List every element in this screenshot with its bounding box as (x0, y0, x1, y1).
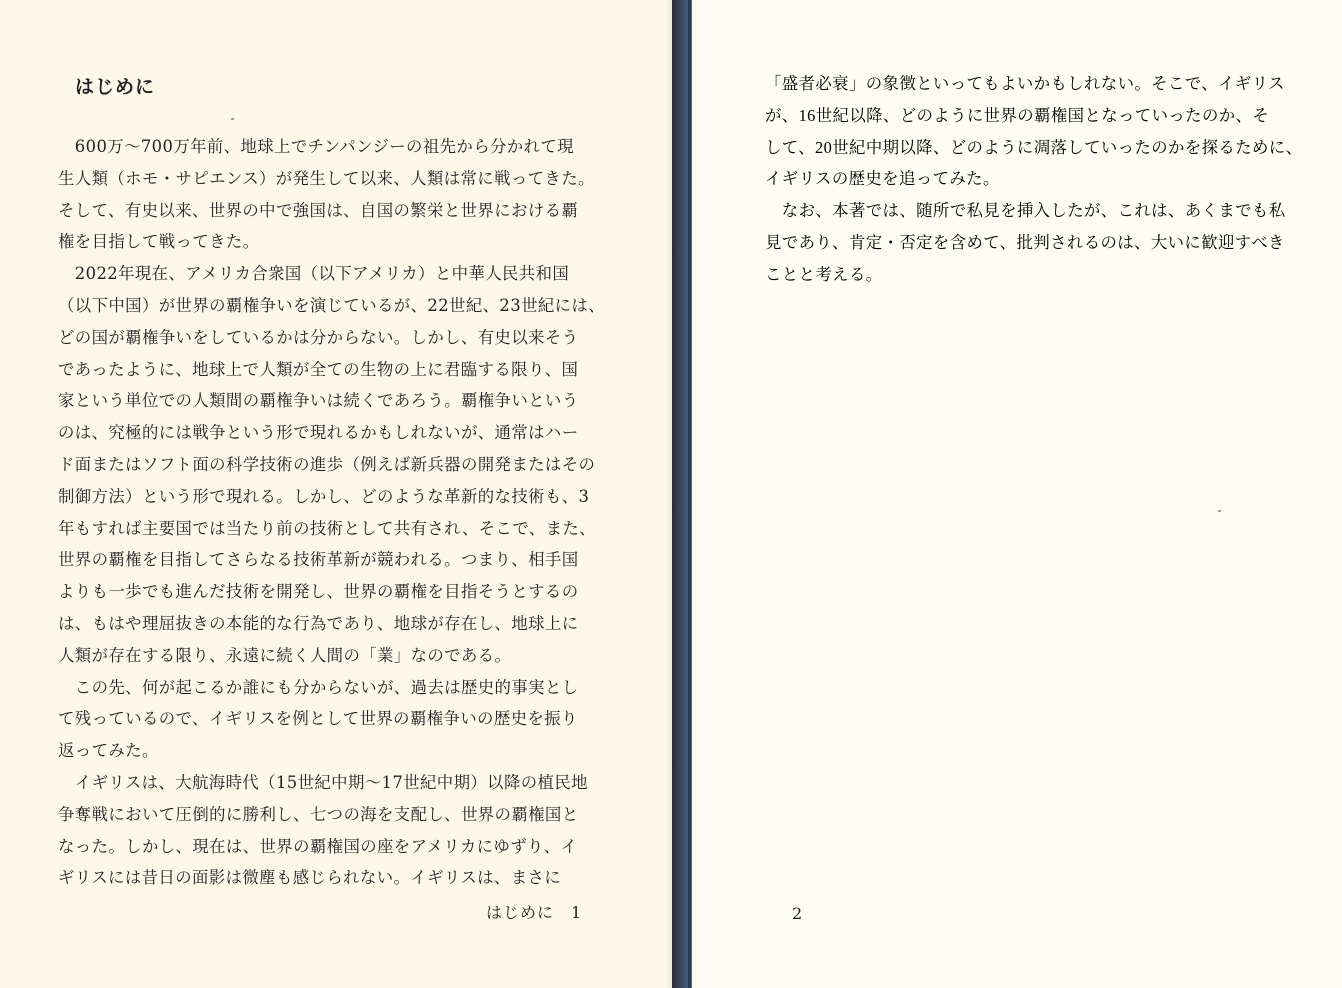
text-line: ギリスには昔日の面影は微塵も感じられない。イギリスは、まさに (58, 868, 562, 888)
right-body-text (765, 68, 1313, 291)
text-line: イギリスの歴史を追ってみた。 (765, 169, 1000, 189)
text-line: が、16世紀以降、どのように世界の覇権国となっていったのか、そ (765, 105, 1270, 125)
text-line: は、もはや理屈抜きの本能的な行為であり、地球が存在し、地球上に (58, 613, 579, 633)
page-heading: はじめに (75, 76, 156, 98)
text-line: 制御方法）という形で現れる。しかし、どのような革新的な技術も、3 (58, 486, 590, 506)
text-line: 生人類（ホモ・サピエンス）が発生して以来、人類は常に戦ってきた。 (58, 168, 595, 188)
text-line: 争奪戦において圧倒的に勝利し、七つの海を支配し、世界の覇権国と (58, 804, 579, 824)
text-line: であったように、地球上で人類が全ての生物の上に君臨する限り、国 (58, 359, 579, 379)
spine-edge (688, 0, 691, 988)
text-line: ことと考える。 (765, 264, 883, 284)
paper-speck (231, 118, 234, 120)
text-line: 見であり、肯定・否定を含めて、批判されるのは、大いに歓迎すべき (765, 232, 1285, 252)
left-body-text (58, 131, 618, 894)
text-line: のは、究極的には戦争という形で現れるかもしれないが、通常はハー (58, 423, 579, 443)
page-number: 2 (792, 904, 803, 923)
text-line: 権を目指して戦ってきた。 (58, 232, 260, 252)
text-line: 600万〜700万年前、地球上でチンパンジーの祖先から分かれて現 (58, 137, 574, 156)
text-line: なお、本著では、随所で私見を挿入したが、これは、あくまでも私 (765, 201, 1286, 221)
text-line: この先、何が起こるか誰にも分からないが、過去は歴史的事実とし (58, 677, 579, 697)
text-line: て残っているので、イギリスを例として世界の覇権争いの歴史を振り (58, 709, 578, 729)
text-line: イギリスは、大航海時代（15世紀中期〜17世紀中期）以降の植民地 (58, 772, 588, 792)
paper-speck (1218, 510, 1221, 512)
text-line: 返ってみた。 (58, 741, 159, 761)
page-folio: はじめに 1 (486, 903, 583, 922)
text-line: 年もすれば主要国では当たり前の技術として共有され、そこで、また、 (58, 518, 596, 538)
text-line: 人類が存在する限り、永遠に続く人間の「業」なのである。 (58, 645, 512, 665)
text-line: よりも一歩でも進んだ技術を開発し、世界の覇権を目指そうとするの (58, 582, 579, 602)
text-line: そして、有史以来、世界の中で強国は、自国の繁栄と世界における覇 (58, 200, 579, 220)
text-line: なった。しかし、現在は、世界の覇権国の座をアメリカにゆずり、イ (58, 836, 578, 856)
text-line: 「盛者必衰」の象徴といってもよいかもしれない。そこで、イギリス (765, 74, 1285, 93)
text-line: して、20世紀中期以降、どのように凋落していったのかを探るために、 (765, 137, 1303, 157)
text-line: （以下中国）が世界の覇権争いを演じているが、22世紀、23世紀には、 (58, 295, 606, 315)
text-line: 世界の覇権を目指してさらなる技術革新が競われる。つまり、相手国 (58, 550, 579, 570)
text-line: 2022年現在、アメリカ合衆国（以下アメリカ）と中華人民共和国 (58, 264, 570, 284)
text-line: ド面またはソフト面の科学技術の進歩（例えば新兵器の開発またはその (58, 454, 596, 474)
text-line: 家という単位での人類間の覇権争いは続くであろう。覇権争いという (58, 391, 579, 411)
text-line: どの国が覇権争いをしているかは分からない。しかし、有史以来そう (58, 327, 579, 347)
